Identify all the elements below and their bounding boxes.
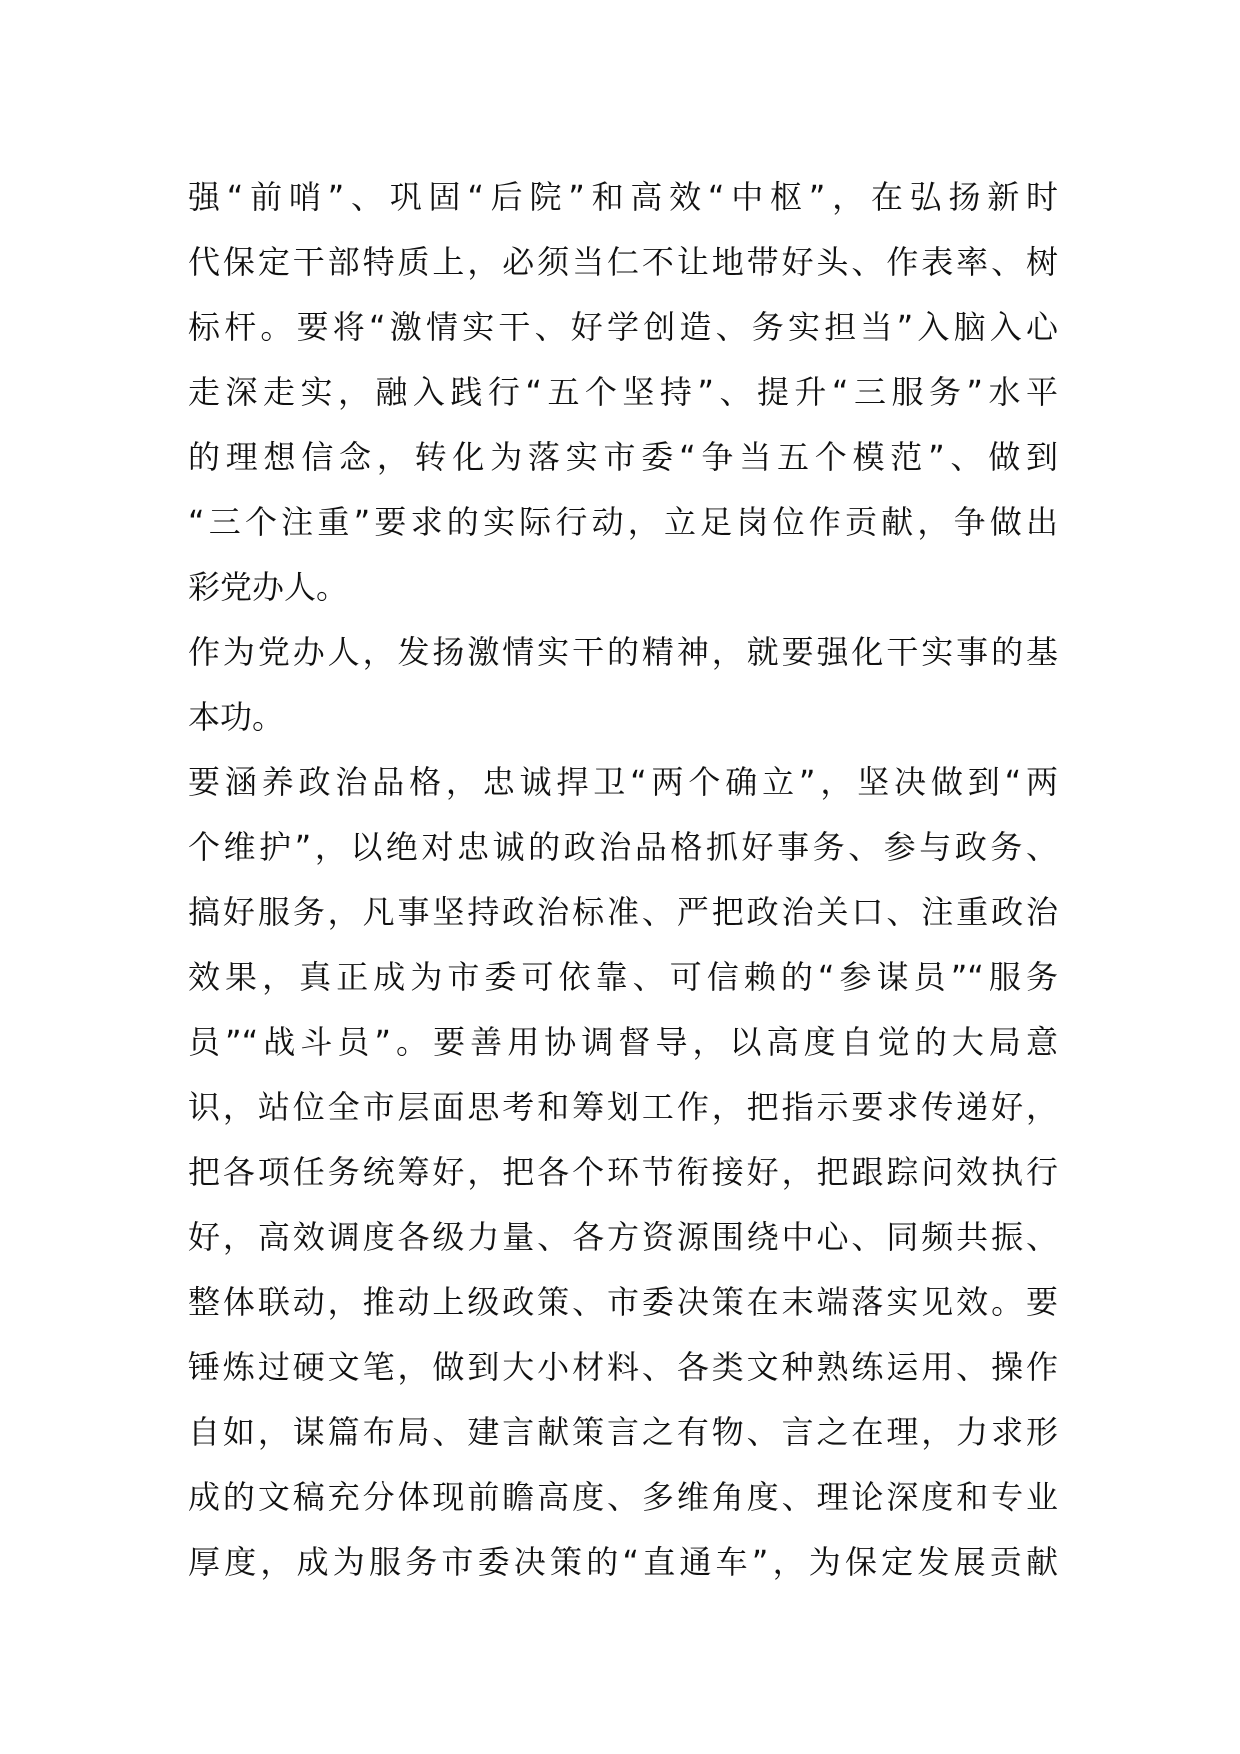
text-line: 自如，谋篇布局、建言献策言之有物、言之在理，力求形 (188, 1413, 1058, 1451)
text-line: 要涵养政治品格，忠诚捍卫“两个确立”，坚决做到“两 (188, 763, 1058, 801)
text-line: 效果，真正成为市委可依靠、可信赖的“参谋员”“服务 (188, 958, 1058, 996)
text-line: 员”“战斗员”。要善用协调督导，以高度自觉的大局意 (188, 1023, 1058, 1061)
text-line: 标杆。要将“激情实干、好学创造、务实担当”入脑入心 (188, 308, 1058, 346)
text-line: 走深走实，融入践行“五个坚持”、提升“三服务”水平 (188, 373, 1058, 411)
text-line: 识，站位全市层面思考和筹划工作，把指示要求传递好， (188, 1088, 1058, 1126)
body-text (188, 165, 1058, 1595)
text-line: 成的文稿充分体现前瞻高度、多维角度、理论深度和专业 (188, 1478, 1058, 1516)
text-line: 把各项任务统筹好，把各个环节衔接好，把跟踪问效执行 (188, 1153, 1058, 1191)
text-line: 好，高效调度各级力量、各方资源围绕中心、同频共振、 (188, 1218, 1058, 1256)
text-line: 强“前哨”、巩固“后院”和高效“中枢”，在弘扬新时 (188, 178, 1058, 216)
text-line: “三个注重”要求的实际行动，立足岗位作贡献，争做出 (188, 503, 1058, 541)
text-line: 搞好服务，凡事坚持政治标准、严把政治关口、注重政治 (188, 893, 1058, 931)
text-line: 的理想信念，转化为落实市委“争当五个模范”、做到 (188, 438, 1058, 476)
text-line: 整体联动，推动上级政策、市委决策在末端落实见效。要 (188, 1283, 1058, 1321)
text-line: 本功。 (188, 698, 285, 736)
text-line: 锤炼过硬文笔，做到大小材料、各类文种熟练运用、操作 (188, 1348, 1058, 1386)
text-line: 作为党办人，发扬激情实干的精神，就要强化干实事的基 (188, 633, 1058, 671)
text-line: 厚度，成为服务市委决策的“直通车”，为保定发展贡献 (188, 1543, 1058, 1581)
text-line: 彩党办人。 (188, 568, 349, 606)
text-line: 代保定干部特质上，必须当仁不让地带好头、作表率、树 (188, 243, 1058, 281)
text-line: 个维护”，以绝对忠诚的政治品格抓好事务、参与政务、 (188, 828, 1058, 866)
